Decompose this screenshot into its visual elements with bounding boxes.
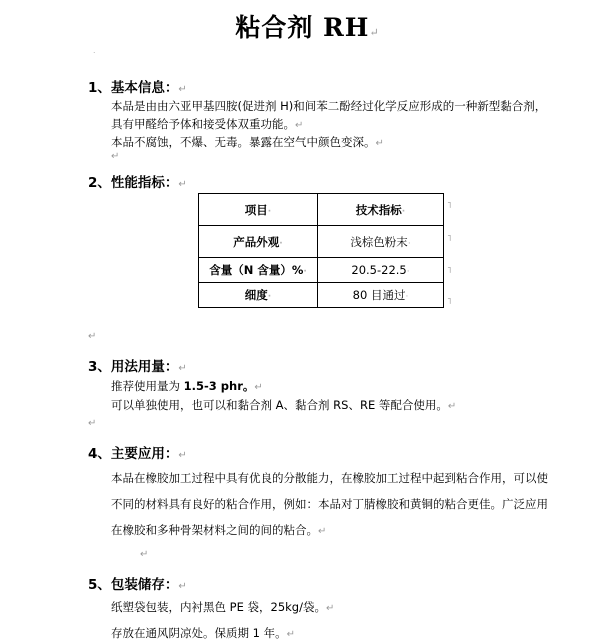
empty-paragraph-mark: ↵	[88, 331, 97, 342]
table-header-row	[199, 194, 444, 226]
section-4-line-2: 不同的材料具有良好的粘合作用，例如：本品对丁腈橡胶和黄铜的粘合更佳。广泛应用	[111, 497, 548, 511]
section-3-line-2: 可以单独使用，也可以和黏合剂 A、黏合剂 RS、RE 等配合使用。↵	[111, 398, 457, 412]
empty-paragraph-mark: ↵	[88, 418, 97, 429]
row-label-fineness: 细度·	[199, 283, 318, 308]
section-4-heading: 4、主要应用：↵	[88, 446, 187, 462]
row-end-mark: ˥	[447, 266, 452, 276]
spec-table	[198, 193, 444, 308]
table-row	[199, 226, 444, 258]
row-end-mark: ˥	[447, 201, 452, 211]
header-item: 项目·	[199, 194, 318, 226]
row-label-content: 含量（N 含量）%·	[199, 258, 318, 283]
section-4-line-1: 本品在橡胶加工过程中具有优良的分散能力，在橡胶加工过程中起到粘合作用，可以使	[111, 471, 548, 485]
row-value-appearance: 浅棕色粉末·	[318, 226, 444, 258]
section-3-heading: 3、用法用量：↵	[88, 359, 187, 375]
table-row	[199, 283, 444, 308]
dosage-value: 1.5-3 phr。	[183, 379, 255, 393]
paragraph-mark: ↵	[369, 26, 380, 39]
empty-paragraph-mark: ↵	[111, 151, 120, 162]
section-5-line-2: 存放在通风阴凉处。保质期 1 年。↵	[111, 626, 296, 640]
section-1-line-3: 本品不腐蚀，不爆、无毒。暴露在空气中颜色变深。↵	[111, 135, 384, 149]
section-5-heading: 5、包装储存：↵	[88, 577, 187, 593]
row-value-content: 20.5-22.5·	[318, 258, 444, 283]
document-title: 粘合剂 RH↵	[235, 13, 380, 42]
section-4-line-3: 在橡胶和多种骨架材料之间的间的粘合。↵	[111, 523, 327, 537]
row-label-appearance: 产品外观·	[199, 226, 318, 258]
section-1-line-2: 具有甲醛给予体和接受体双重功能。↵	[111, 117, 304, 131]
row-end-mark: ˥	[447, 234, 452, 244]
format-dot: ˙	[92, 52, 97, 62]
row-value-fineness: 80 目通过·	[318, 283, 444, 308]
empty-paragraph-mark: ↵	[140, 549, 149, 560]
section-3-dosage-line: 推荐使用量为 1.5-3 phr。↵	[111, 379, 263, 393]
section-2-heading: 2、性能指标：↵	[88, 175, 187, 191]
section-1-heading: 1、基本信息：↵	[88, 80, 187, 96]
section-5-line-1: 纸塑袋包装，内衬黑色 PE 袋，25kg/袋。↵	[111, 600, 335, 614]
row-end-mark: ˥	[447, 297, 452, 307]
table-row	[199, 258, 444, 283]
header-spec: 技术指标·	[318, 194, 444, 226]
section-1-line-1: 本品是由由六亚甲基四胺(促进剂 H)和间苯二酚经过化学反应形成的一种新型黏合剂，	[111, 99, 547, 113]
